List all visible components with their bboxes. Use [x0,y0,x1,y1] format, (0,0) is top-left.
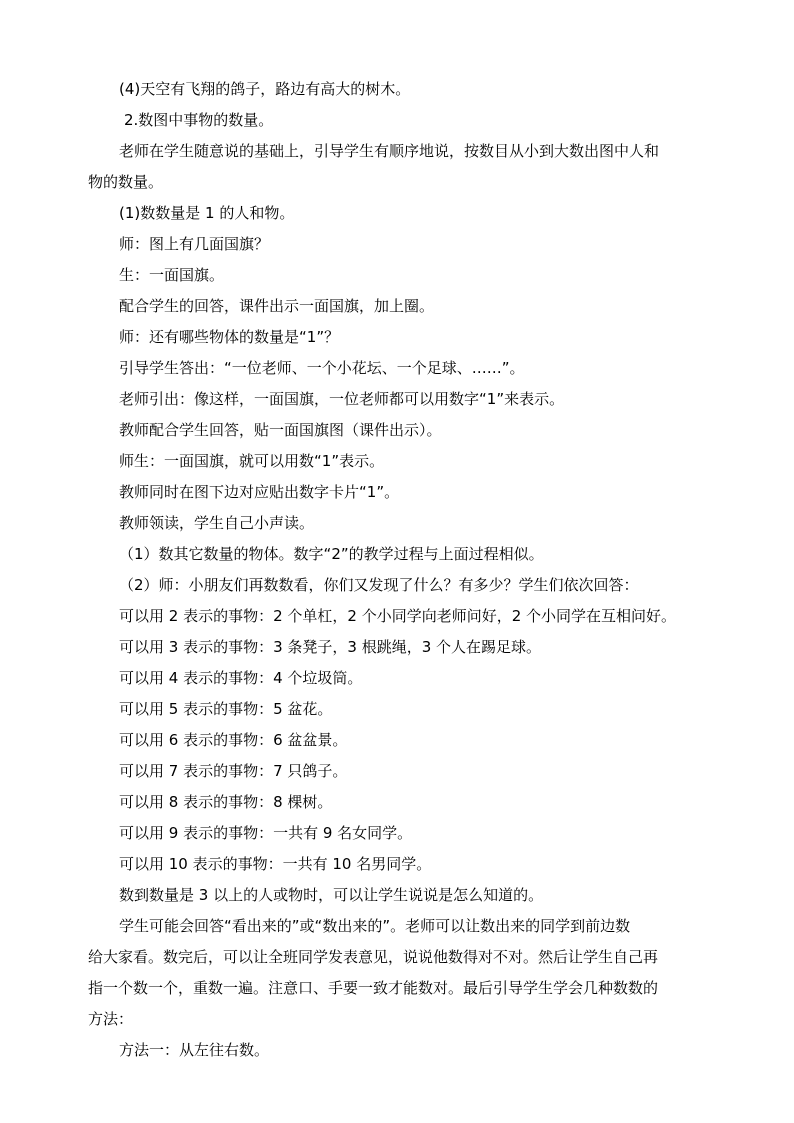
paragraph-line: 给大家看。数完后，可以让全班同学发表意见，说说他数得对不对。然后让学生自己再 [88,948,659,966]
dialogue-line: 生：一面国旗。 [119,266,225,284]
section-heading: 2.数图中事物的数量。 [124,111,274,129]
dialogue-line: 师：图上有几面国旗？ [119,235,270,253]
paragraph-line: （1）数其它数量的物体。数字“2”的教学过程与上面过程相似。 [119,545,544,563]
paragraph-line: 数到数量是 3 以上的人或物时，可以让学生说说是怎么知道的。 [119,886,544,904]
paragraph-line: 方法一：从左往右数。 [119,1041,270,1059]
paragraph-line: 教师领读，学生自己小声读。 [119,514,315,532]
list-item: 可以用 7 表示的事物：7 只鸽子。 [119,762,348,780]
list-item: 可以用 5 表示的事物：5 盆花。 [119,700,333,718]
list-item: 可以用 8 表示的事物：8 棵树。 [119,793,333,811]
paragraph-line: 学生可能会回答“看出来的”或“数出来的”。老师可以让数出来的同学到前边数 [119,917,631,935]
paragraph-line: 指一个数一个，重数一遍。注意口、手要一致才能数对。最后引导学生学会几种数数的 [88,979,659,997]
list-item: 可以用 3 表示的事物：3 条凳子，3 根跳绳，3 个人在踢足球。 [119,638,542,656]
dialogue-line: 师生：一面国旗，就可以用数“1”表示。 [119,452,385,470]
document-body [88,74,719,1066]
paragraph-line: 物的数量。 [88,173,164,191]
paragraph-line: 教师同时在图下边对应贴出数字卡片“1”。 [119,483,400,501]
paragraph-line: 教师配合学生回答，贴一面国旗图（课件出示）。 [119,421,442,439]
paragraph-line: (4)天空有飞翔的鸽子，路边有高大的树木。 [119,80,411,98]
list-item: 可以用 9 表示的事物：一共有 9 名女同学。 [119,824,413,842]
list-item: 可以用 4 表示的事物：4 个垃圾筒。 [119,669,363,687]
paragraph-line: 老师引出：像这样，一面国旗，一位老师都可以用数字“1”来表示。 [119,390,565,408]
list-item: 可以用 2 表示的事物：2 个单杠，2 个小同学向老师问好，2 个小同学在互相问好。 [119,607,677,625]
paragraph-line: (1)数数量是 1 的人和物。 [119,204,295,222]
list-item: 可以用 10 表示的事物：一共有 10 名男同学。 [119,855,432,873]
dialogue-line: 师：还有哪些物体的数量是“1”？ [119,328,340,346]
paragraph-line: 老师在学生随意说的基础上，引导学生有顺序地说，按数目从小到大数出图中人和 [119,142,660,160]
paragraph-line: 配合学生的回答，课件出示一面国旗，加上圈。 [119,297,435,315]
list-item: 可以用 6 表示的事物：6 盆盆景。 [119,731,348,749]
paragraph-line: 方法： [88,1010,134,1028]
paragraph-line: 引导学生答出：“一位老师、一个小花坛、一个足球、……”。 [119,359,525,377]
paragraph-line: （2）师：小朋友们再数数看，你们又发现了什么？有多少？学生们依次回答： [119,576,639,594]
